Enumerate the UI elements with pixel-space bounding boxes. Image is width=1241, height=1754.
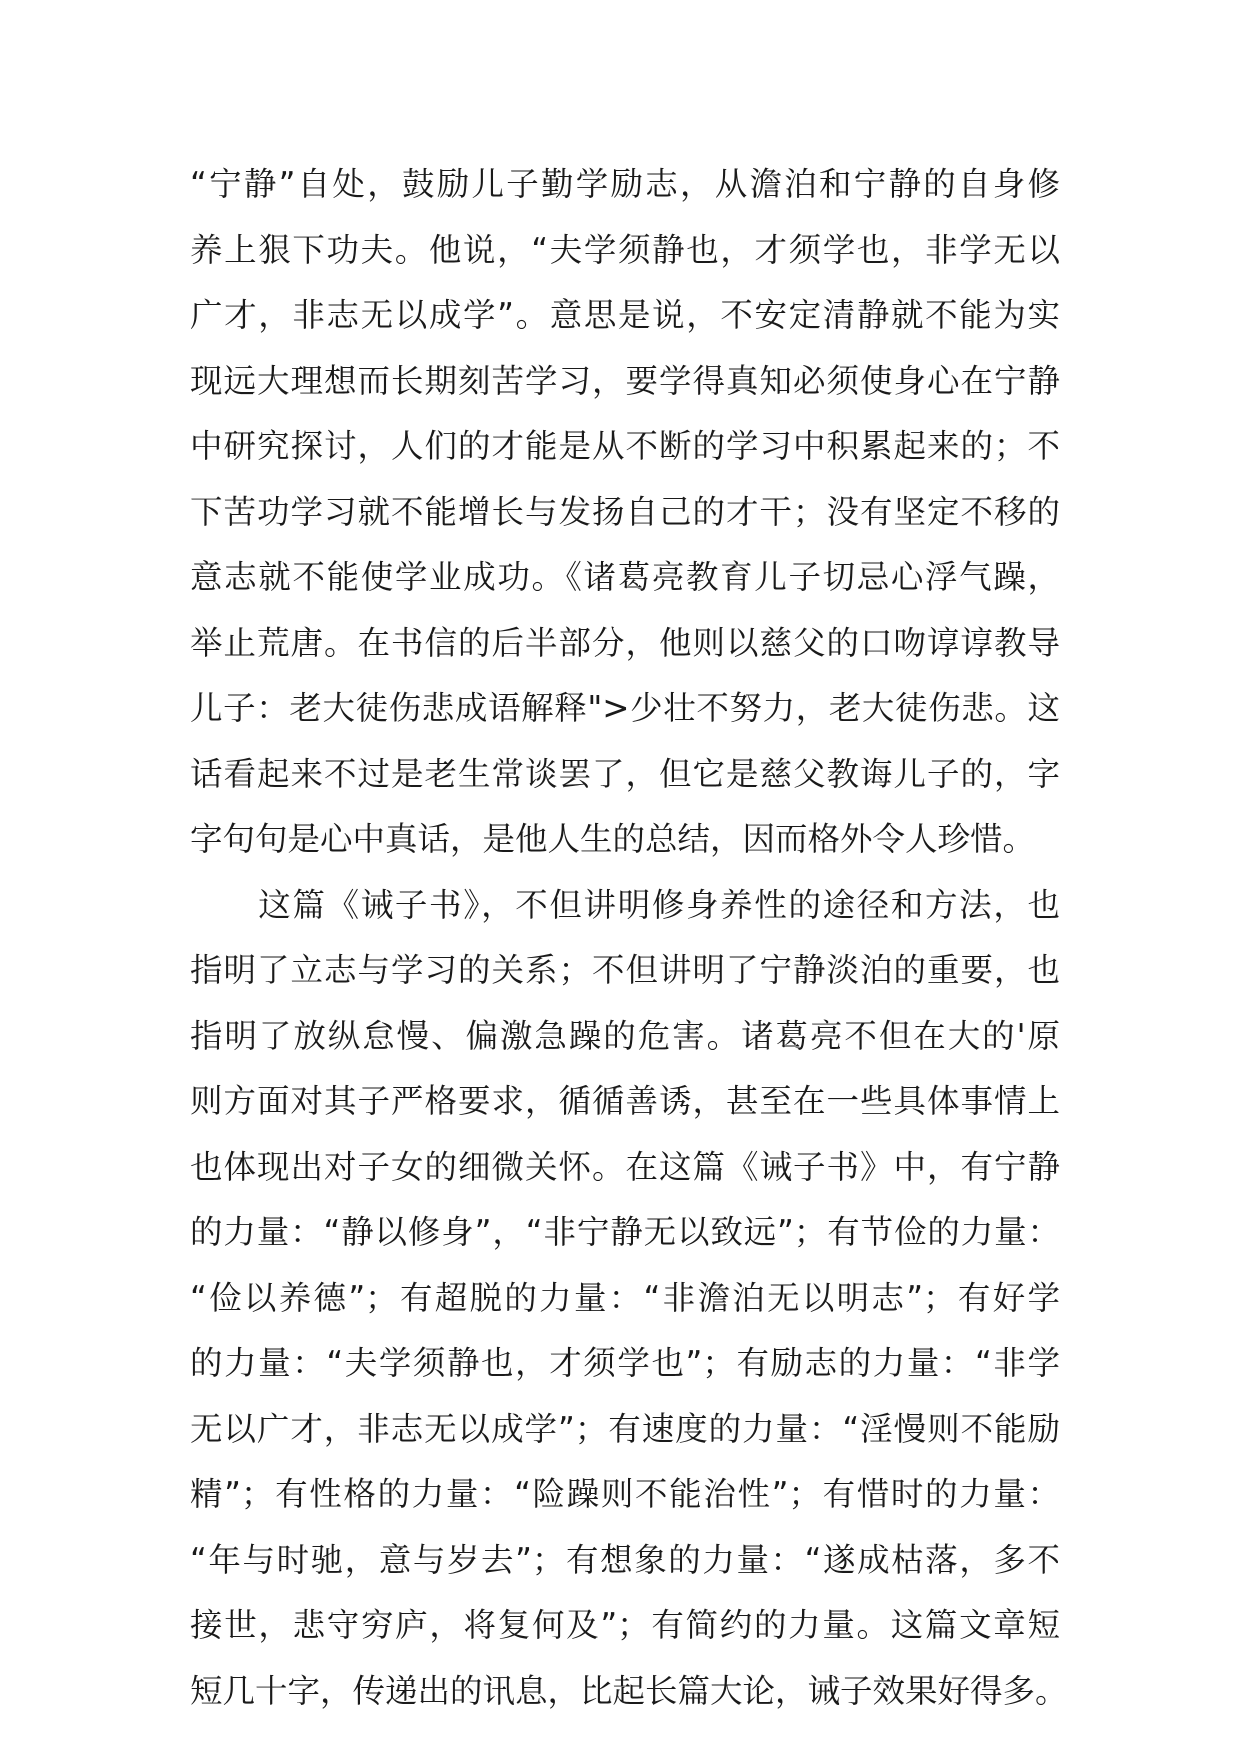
- text-line: 指明了放纵怠慢、偏激急躁的危害。诸葛亮不但在大的'原: [190, 1016, 1060, 1055]
- text-line: 无以广才，非志无以成学”；有速度的力量：“淫慢则不能励: [190, 1409, 1060, 1448]
- text-line: 意志就不能使学业成功。《诸葛亮教育儿子切忌心浮气躁，: [190, 558, 1060, 596]
- paragraph-end-line: 字句句是心中真话，是他人生的总结，因而格外令人珍惜。: [190, 820, 1036, 858]
- text-line: 指明了立志与学习的关系；不但讲明了宁静淡泊的重要，也: [190, 951, 1060, 989]
- text-line: 广才，非志无以成学”。意思是说，不安定清静就不能为实: [190, 296, 1060, 334]
- text-line: 则方面对其子严格要求，循循善诱，甚至在一些具体事情上: [190, 1082, 1060, 1120]
- text-line: “俭以养德”；有超脱的力量：“非澹泊无以明志”；有好学: [190, 1278, 1060, 1317]
- paragraph-start-line: 这篇《诫子书》，不但讲明修身养性的途径和方法，也: [190, 885, 1060, 924]
- text-line: 下苦功学习就不能增长与发扬自己的才干；没有坚定不移的: [190, 492, 1060, 531]
- text-line: 接世，悲守穷庐，将复何及”；有简约的力量。这篇文章短: [190, 1606, 1060, 1644]
- text-line: 的力量：“夫学须静也，才须学也”；有励志的力量：“非学: [190, 1344, 1060, 1382]
- text-line: “年与时驰，意与岁去”；有想象的力量：“遂成枯落，多不: [190, 1540, 1060, 1579]
- text-line: 现远大理想而长期刻苦学习，要学得真知必须使身心在宁静: [190, 361, 1060, 400]
- text-line: 中研究探讨，人们的才能是从不断的学习中积累起来的；不: [190, 427, 1060, 465]
- text-line: 养上狠下功夫。他说，“夫学须静也，才须学也，非学无以: [190, 230, 1060, 269]
- text-line: 的力量：“静以修身”，“非宁静无以致远”；有节俭的力量：: [190, 1213, 1060, 1251]
- text-line: “宁静”自处，鼓励儿子勤学励志，从澹泊和宁静的自身修: [190, 165, 1060, 203]
- text-line: 举止荒唐。在书信的后半部分，他则以慈父的口吻谆谆教导: [190, 623, 1060, 662]
- text-line: 话看起来不过是老生常谈罢了，但它是慈父教诲儿子的，字: [190, 754, 1060, 793]
- text-line: 也体现出对子女的细微关怀。在这篇《诫子书》中，有宁静: [190, 1147, 1060, 1186]
- text-line: 儿子：老大徒伤悲成语解释">少壮不努力，老大徒伤悲。这: [190, 689, 1060, 727]
- paragraph-end-line: 短几十字，传递出的讯息，比起长篇大论，诫子效果好得多。: [190, 1671, 1068, 1710]
- body-text: [190, 158, 1068, 1730]
- text-line: 精”；有性格的力量：“险躁则不能治性”；有惜时的力量：: [190, 1475, 1060, 1513]
